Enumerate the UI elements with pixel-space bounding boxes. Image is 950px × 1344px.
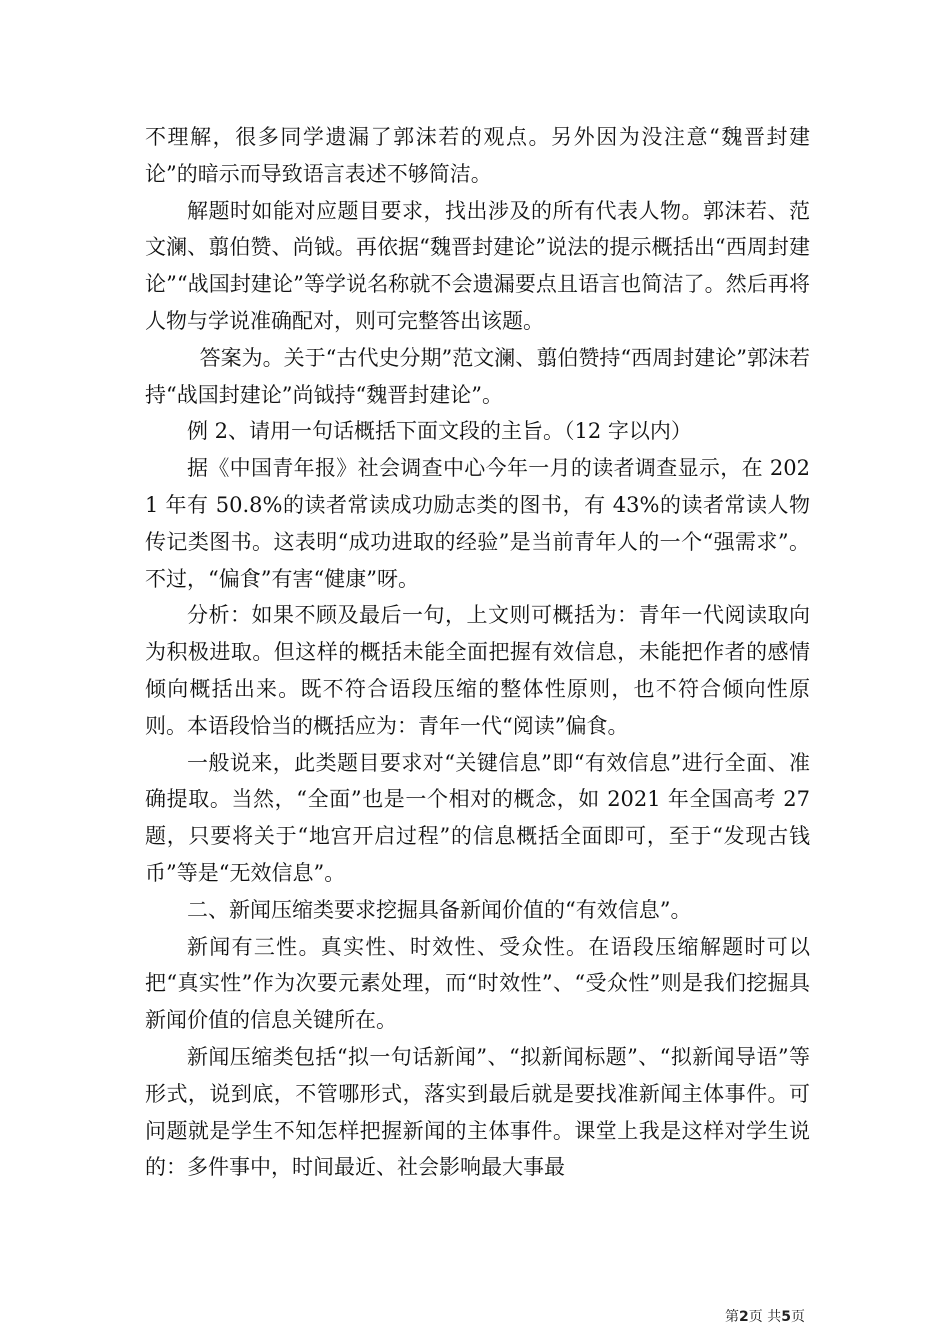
footer-page-number: 2: [739, 1309, 749, 1325]
paragraph-quote: 据《中国青年报》社会调查中心今年一月的读者调查显示，在 2021 年有 50.8%的读者常读成功励志类的图书，有 43%的读者常读人物传记类图书。这表明“成功进取的经验”是当前青年人的一个“强需求”。不过，“偏食”有害“健康”呀。: [145, 456, 810, 591]
footer-middle: 页 共: [748, 1309, 782, 1325]
paragraph-section-2-heading: 二、新闻压缩类要求挖掘具备新闻价值的“有效信息”。: [187, 897, 692, 922]
paragraph-1: 不理解，很多同学遗漏了郭沫若的观点。另外因为没注意“魏晋封建论”的暗示而导致语言表述不够简洁。: [145, 125, 810, 186]
paragraph-analysis: 分析：如果不顾及最后一句，上文则可概括为：青年一代阅读取向为积极进取。但这样的概括未能全面把握有效信息，未能把作者的感情倾向概括出来。既不符合语段压缩的整体性原则，也不符合倾向性原则。本语段恰当的概括应为：青年一代“阅读”偏食。: [145, 603, 810, 738]
footer-prefix: 第: [725, 1309, 740, 1325]
paragraph-news-three: 新闻有三性。真实性、时效性、受众性。在语段压缩解题时可以把“真实性”作为次要元素处理，而“时效性”、“受众性”则是我们挖掘具新闻价值的信息关键所在。: [145, 934, 810, 1033]
paragraph-general: 一般说来，此类题目要求对“关键信息”即“有效信息”进行全面、准确提取。当然，“全面”也是一个相对的概念，如 2021 年全国高考 27 题，只要将关于“地宫开启过程”的信息概括全面即可，至于“发现古钱币”等是“无效信息”。: [145, 750, 810, 885]
footer-total-pages: 5: [781, 1309, 791, 1325]
page-footer: [725, 1306, 805, 1326]
paragraph-answer: 答案为。关于“古代史分期”范文澜、翦伯赞持“西周封建论”郭沫若持“战国封建论”尚钺持“魏晋封建论”。: [145, 345, 810, 407]
document-body: [145, 119, 810, 1186]
footer-suffix: 页: [791, 1309, 805, 1325]
paragraph-example-2: 例 2、请用一句话概括下面文段的主旨。（12 字以内）: [187, 419, 692, 444]
paragraph-2: 解题时如能对应题目要求，找出涉及的所有代表人物。郭沫若、范文澜、翦伯赞、尚钺。再依据“魏晋封建论”说法的提示概括出“西周封建论”“战国封建论”等学说名称就不会遗漏要点且语言也简洁了。然后再将人物与学说准确配对，则可完整答出该题。: [145, 198, 810, 333]
paragraph-news-compress: 新闻压缩类包括“拟一句话新闻”、“拟新闻标题”、“拟新闻导语”等形式，说到底，不管哪形式，落实到最后就是要找准新闻主体事件。可问题就是学生不知怎样把握新闻的主体事件。课堂上我是这样对学生说的：多件事中，时间最近、社会影响最大事最: [145, 1044, 810, 1180]
